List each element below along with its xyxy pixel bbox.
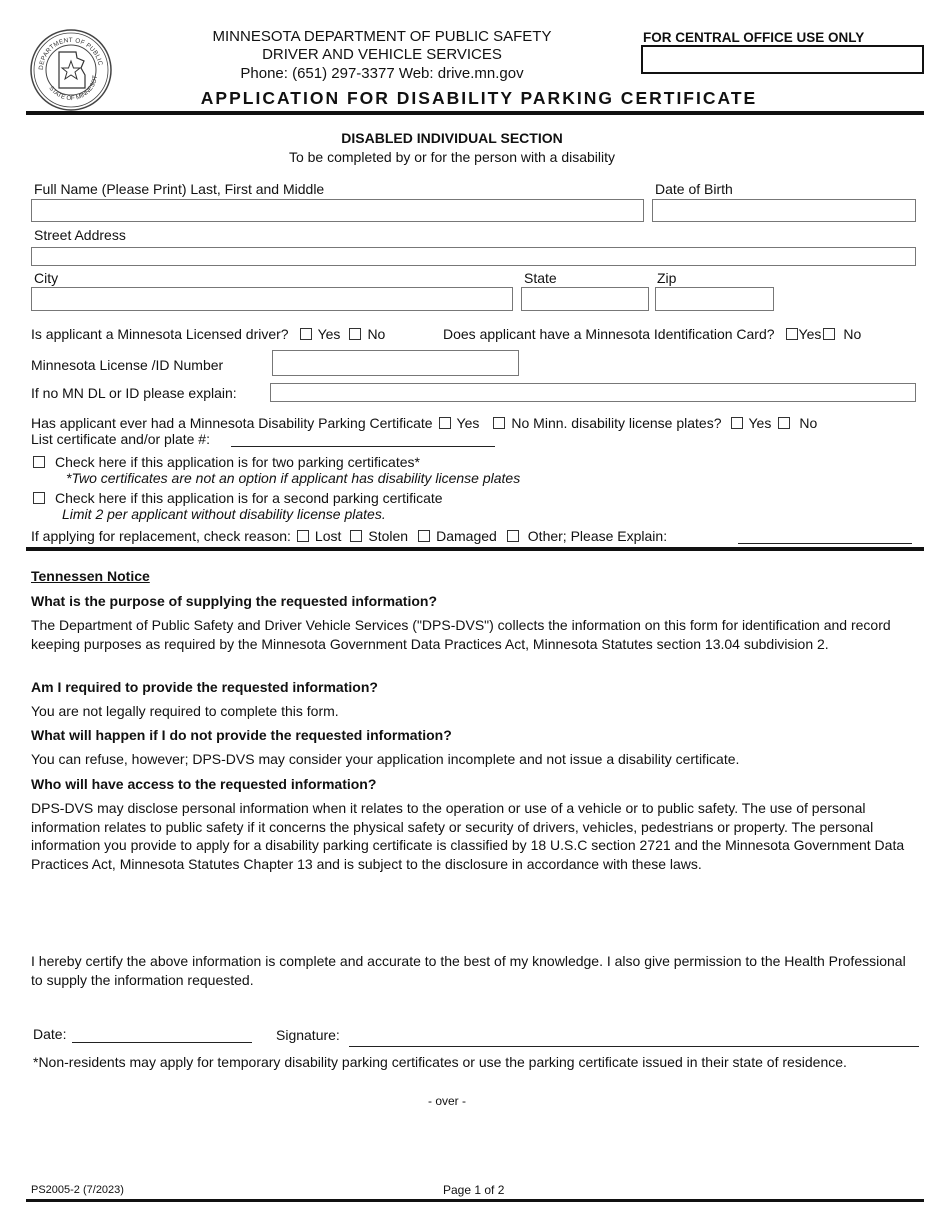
section-subtitle: To be completed by or for the person with a disability [288,149,616,165]
certification-text: I hereby certify the above information is complete and accurate to the best of my knowledge. I also give permission to the Health Professional to supply the information requested. [31,953,906,988]
explain-label [31,384,237,402]
damaged-checkbox[interactable] [418,530,430,542]
dept-name-line1: MINNESOTA DEPARTMENT OF PUBLIC SAFETY [212,28,552,45]
section-divider [26,547,924,551]
header-divider [26,111,924,115]
city-field[interactable] [31,287,513,311]
notice-title: Tennessen Notice [31,568,150,584]
license-id-field[interactable] [272,350,519,376]
over-indicator: - over - [427,1094,466,1108]
notice-answer-1: The Department of Public Safety and Driver Vehicle Services ("DPS-DVS") collects the information on this form for identification and record keeping purposes as required by the Minnesota Government Data Practices Act, Minnesota Statutes section 13.04 subdivision 2. [31,617,891,652]
licensed-no-checkbox[interactable] [349,328,361,340]
lost-label: Lost [314,528,342,544]
licensed-yes-label: Yes [317,326,341,342]
date-label: Date: [33,1026,67,1042]
id-card-yes-label: Yes [798,326,822,342]
damaged-label: Damaged [436,528,497,544]
stolen-checkbox[interactable] [350,530,362,542]
zip-field[interactable] [655,287,774,311]
form-title: APPLICATION FOR DISABILITY PARKING CERTIFICATE [200,88,758,108]
list-plate-line[interactable] [231,446,495,447]
list-plate-label: List certificate and/or plate #: [31,431,210,447]
notice-question-4: Who will have access to the requested information? [31,776,377,792]
notice-question-1: What is the purpose of supplying the requested information? [31,593,438,609]
licensed-no-label: No [367,326,386,342]
two-certificates-checkbox[interactable] [33,456,45,468]
full-name-field[interactable] [31,199,644,222]
second-certificate-note: Limit 2 per applicant without disability license plates. [62,506,386,522]
two-certificates-label: Check here if this application is for two parking certificates* [55,454,420,470]
id-card-no-label: No [843,326,862,342]
street-field[interactable] [31,247,916,266]
id-card-no-checkbox[interactable] [823,328,835,340]
notice-question-3: What will happen if I do not provide the requested information? [31,727,452,743]
stolen-label: Stolen [368,528,409,544]
notice-question-2: Am I required to provide the requested information? [31,679,378,695]
state-field[interactable] [521,287,649,311]
city-label: City [34,270,59,286]
prior-cert-yes-label: Yes [456,415,480,431]
zip-label: Zip [657,270,677,286]
id-card-question: Does applicant have a Minnesota Identification Card? [443,326,775,342]
id-card-row [443,325,861,343]
plates-question: Minn. disability license plates? [533,415,722,431]
page-number: Page 1 of 2 [443,1183,505,1197]
dept-name-line2: DRIVER AND VEHICLE SERVICES [262,46,502,63]
licensed-driver-question: Is applicant a Minnesota Licensed driver? [31,326,289,342]
id-card-yes-checkbox[interactable] [786,328,798,340]
other-label: Other; Please Explain: [527,528,668,544]
signature-label: Signature: [276,1027,340,1043]
replacement-row [31,527,667,545]
second-certificate-label: Check here if this application is for a second parking certificate [55,490,443,506]
prior-cert-no-checkbox[interactable] [493,417,505,429]
two-certificates-note: *Two certificates are not an option if applicant has disability license plates [66,470,521,486]
prior-cert-yes-checkbox[interactable] [439,417,451,429]
date-line[interactable] [72,1042,252,1043]
plates-yes-label: Yes [748,415,772,431]
notice-answer-4: DPS-DVS may disclose personal information when it relates to the operation or use of a vehicle or to public safety. The use of personal information relates to public safety if it concerns the physical safety or security of drivers, vehicles, pedestrians or property. The personal information you provide to apply for a disability parking certificate is classified by 18 U.S.C section 2721 and the Minnesota Government Data Practices Act, Minnesota Statutes Chapter 13 and is subject to the disclosure in accordance with these laws. [31,800,905,872]
second-certificate-checkbox[interactable] [33,492,45,504]
licensed-driver-row [31,325,385,343]
notice-answer-2: You are not legally required to complete this form. [31,703,339,719]
other-explain-line[interactable] [738,543,912,544]
dept-contact: Phone: (651) 297-3377 Web: drive.mn.gov [240,65,524,82]
svg-text:STATE OF MINNESOTA: STATE OF MINNESOT [47,75,99,103]
section-title: DISABLED INDIVIDUAL SECTION [341,130,563,146]
plates-no-checkbox[interactable] [778,417,790,429]
dob-label: Date of Birth [655,181,733,197]
dob-field[interactable] [652,199,916,222]
footer-divider [26,1199,924,1202]
prior-cert-no-label: No [511,415,530,431]
signature-line[interactable] [349,1046,919,1047]
nonresident-note: *Non-residents may apply for temporary disability parking certificates or use the parking certificate issued in their state of residence. [33,1054,847,1070]
central-office-box [641,45,924,74]
street-label: Street Address [34,227,126,243]
lost-checkbox[interactable] [297,530,309,542]
other-checkbox[interactable] [507,530,519,542]
form-number: PS2005-2 (7/2023) [31,1184,124,1196]
central-office-label: FOR CENTRAL OFFICE USE ONLY [643,30,865,45]
prior-certificate-question: Has applicant ever had a Minnesota Disability Parking Certificate [31,415,433,431]
replacement-label: If applying for replacement, check reason: [31,528,291,544]
notice-answer-3: You can refuse, however; DPS-DVS may consider your application incomplete and not issue a disability certificate. [31,751,740,767]
licensed-yes-checkbox[interactable] [300,328,312,340]
plates-no-label: No [799,415,818,431]
license-id-label: Minnesota License /ID Number [31,357,224,373]
explain-field[interactable] [270,383,916,402]
state-label: State [524,270,557,286]
plates-yes-checkbox[interactable] [731,417,743,429]
full-name-label: Full Name (Please Print) Last, First and Middle [34,181,325,197]
explain-label-text: If no MN DL or ID please explain: [31,385,237,401]
svg-text:DEPARTMENT OF PUBLIC SAFETY: DEPARTMENT OF PUBLIC [37,36,104,71]
